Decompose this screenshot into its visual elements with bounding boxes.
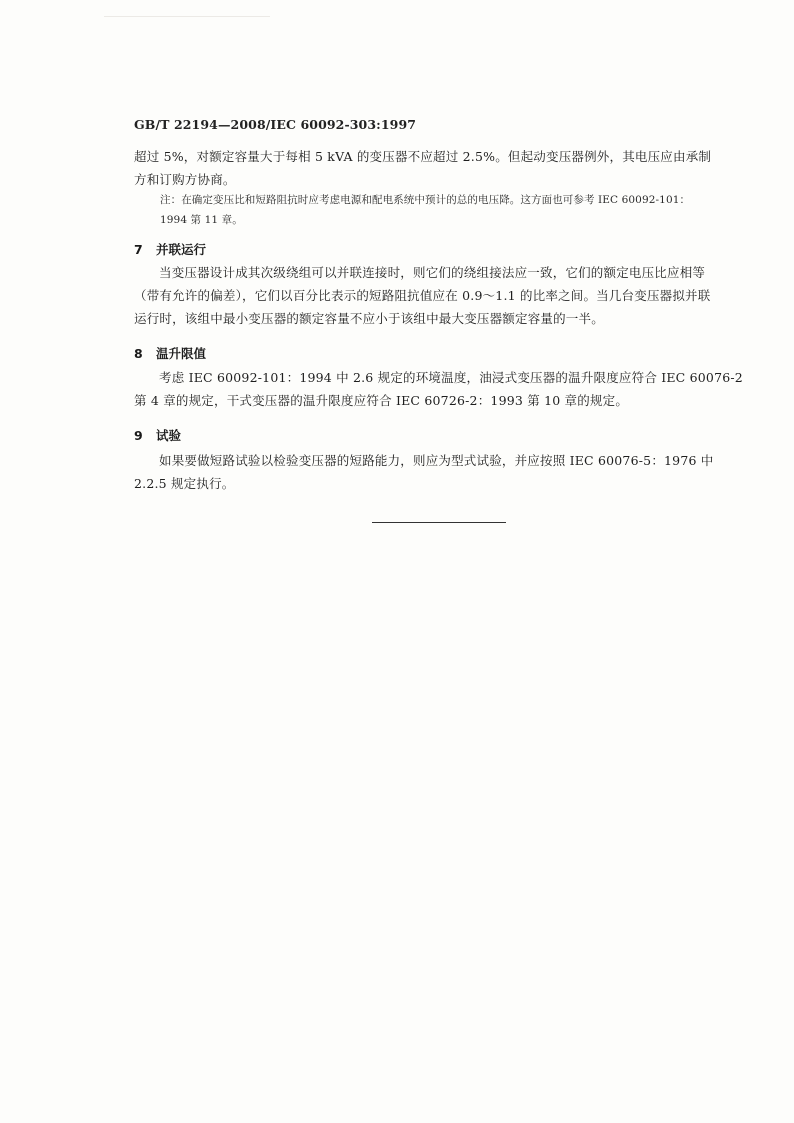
top-faint-line bbox=[104, 16, 270, 17]
section-8-body bbox=[134, 366, 744, 412]
section-number: 8 bbox=[134, 346, 143, 361]
section-heading-8 bbox=[134, 344, 206, 362]
section-number: 9 bbox=[134, 428, 143, 443]
paragraph-line: 2.2.5 规定执行。 bbox=[134, 476, 235, 491]
section-title: 温升限值 bbox=[156, 346, 207, 361]
continuation-paragraph bbox=[134, 145, 744, 191]
paragraph-line: 如果要做短路试验以检验变压器的短路能力，则应为型式试验，并应按照 IEC 60076-5：1976 中 bbox=[159, 453, 714, 468]
section-title: 并联运行 bbox=[156, 242, 207, 257]
paragraph-line: 考虑 IEC 60092-101：1994 中 2.6 规定的环境温度，油浸式变压器的温升限度应符合 IEC 60076-2 bbox=[159, 370, 743, 385]
paragraph-line: 超过 5%，对额定容量大于每相 5 kVA 的变压器不应超过 2.5%。但起动变压器例外，其电压应由承制 bbox=[134, 149, 712, 164]
paragraph-line: （带有允许的偏差），它们以百分比表示的短路阻抗值应在 0.9～1.1 的比率之间。当几台变压器拟并联 bbox=[134, 288, 711, 303]
section-heading-7 bbox=[134, 240, 206, 258]
note-block bbox=[160, 190, 748, 230]
note-line: 注：在确定变压比和短路阻抗时应考虑电源和配电系统中预计的总的电压降。这方面也可参考 IEC 60092-101： bbox=[160, 194, 691, 206]
note-line: 1994 第 11 章。 bbox=[160, 214, 243, 226]
end-of-document-rule bbox=[372, 522, 506, 523]
paragraph-line: 运行时，该组中最小变压器的额定容量不应小于该组中最大变压器额定容量的一半。 bbox=[134, 311, 604, 326]
paragraph-line: 第 4 章的规定，干式变压器的温升限度应符合 IEC 60726-2：1993 第 10 章的规定。 bbox=[134, 393, 629, 408]
section-9-body bbox=[134, 449, 744, 495]
paragraph-line: 当变压器设计成其次级绕组可以并联连接时，则它们的绕组接法应一致，它们的额定电压比应相等 bbox=[159, 265, 706, 280]
section-title: 试验 bbox=[156, 428, 182, 443]
page-header-standard-id: GB/T 22194—2008/IEC 60092-303:1997 bbox=[134, 117, 417, 132]
section-heading-9 bbox=[134, 426, 181, 444]
section-7-body bbox=[134, 261, 744, 330]
section-number: 7 bbox=[134, 242, 143, 257]
paragraph-line: 方和订购方协商。 bbox=[134, 172, 236, 187]
